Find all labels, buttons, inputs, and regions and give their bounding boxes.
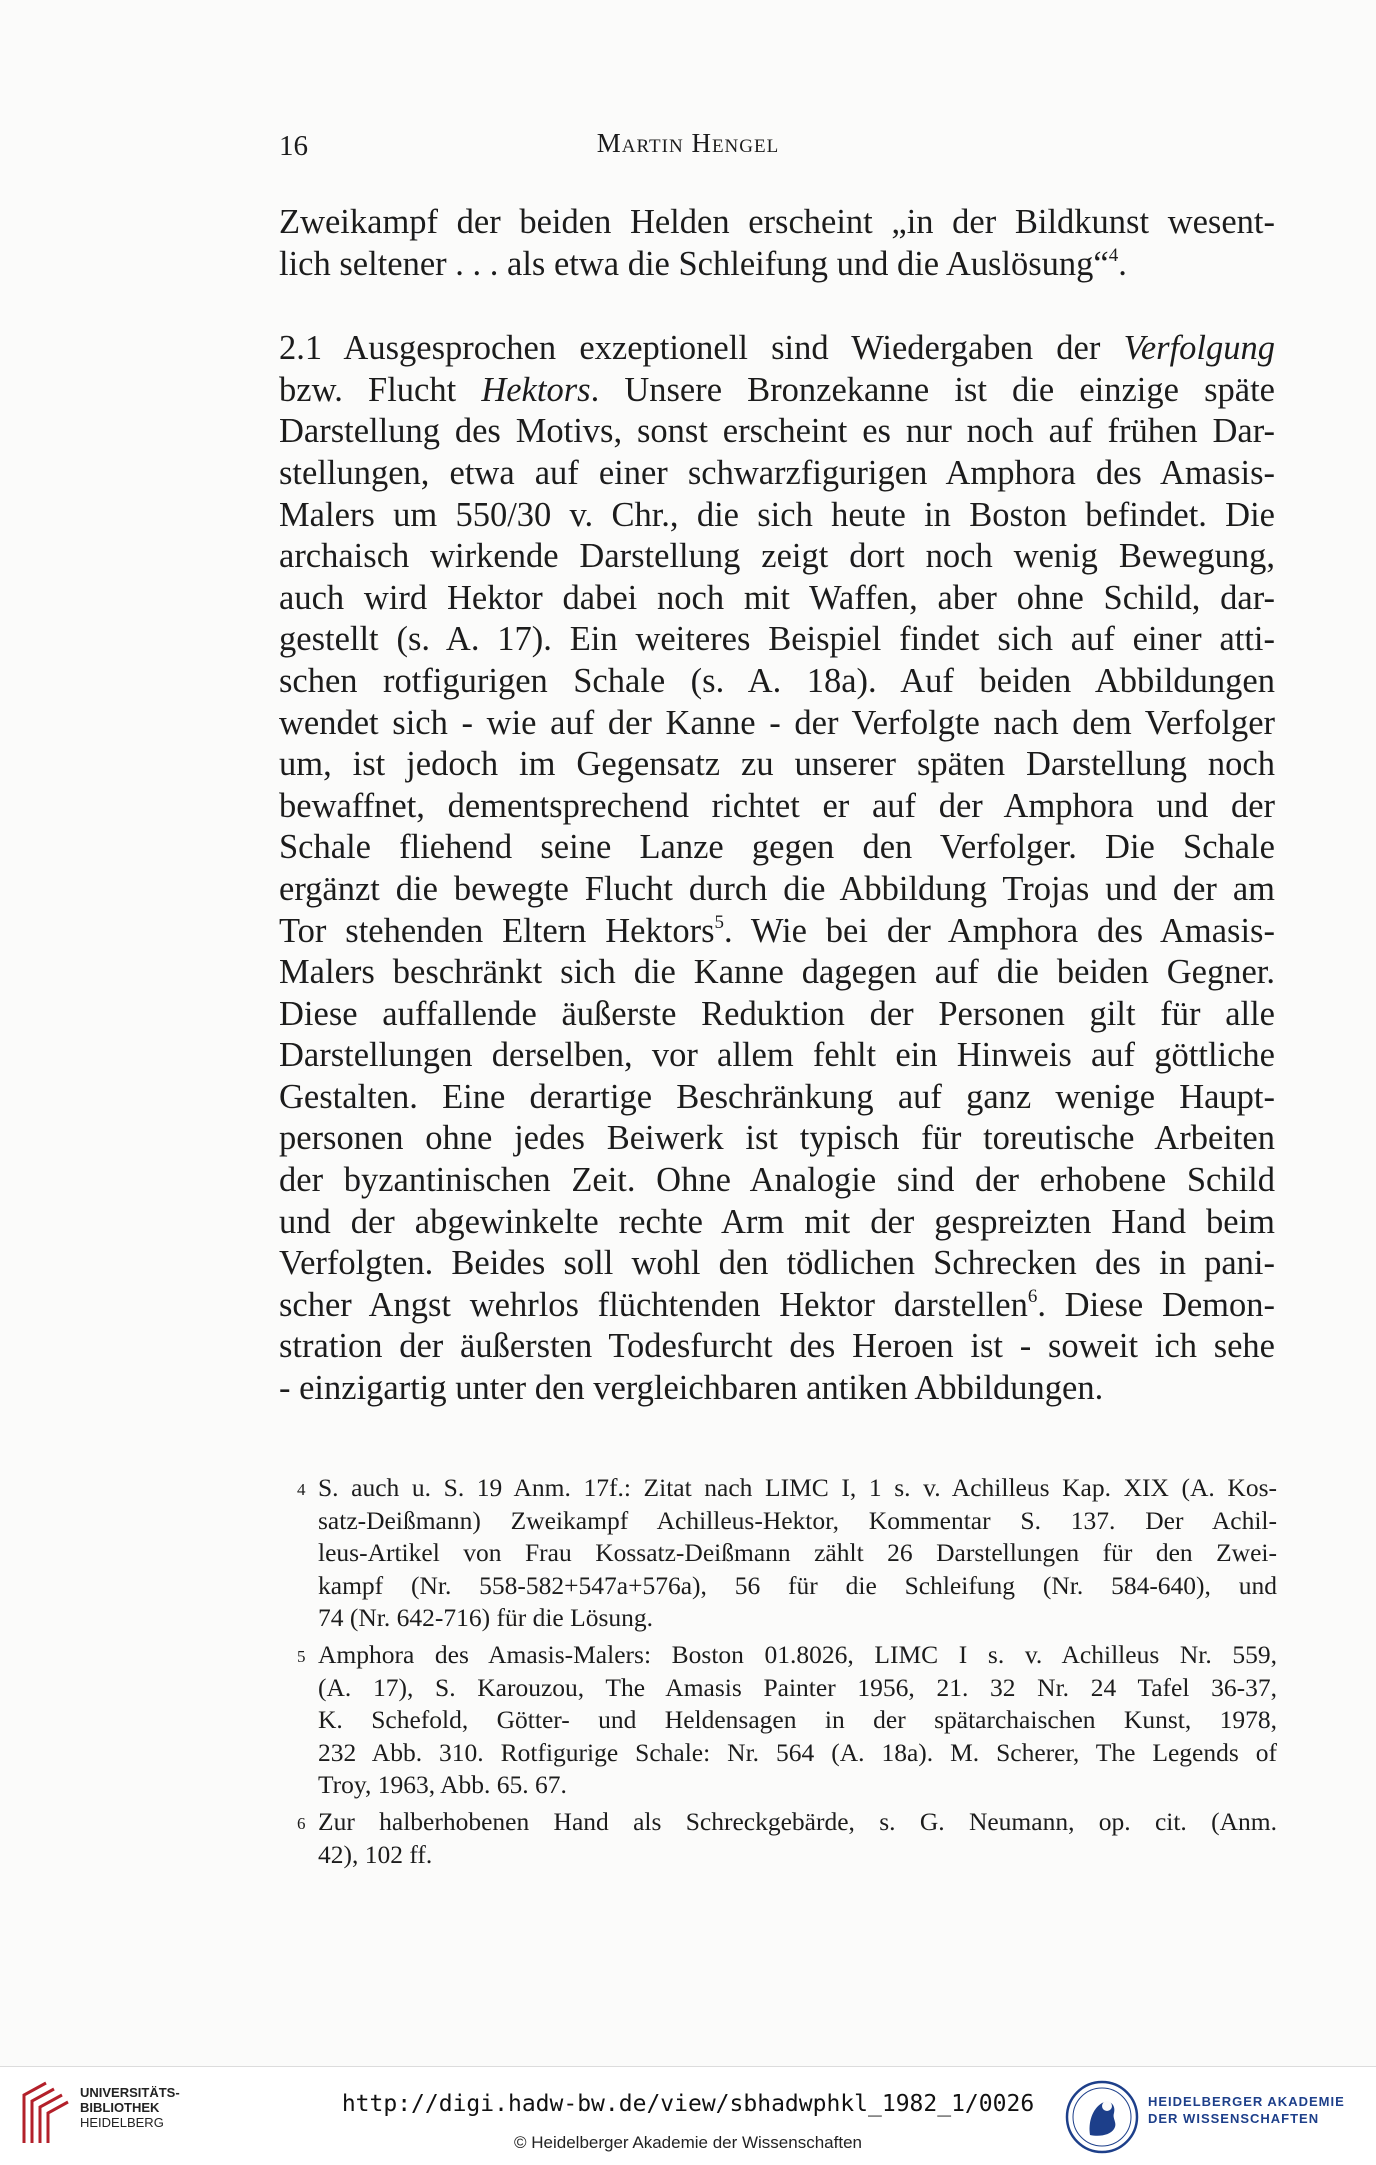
footnote-line: 232 Abb. 310. Rotfigurige Schale: Nr. 564 (A. 18a). M. Scherer, The Legends of bbox=[318, 1737, 1277, 1767]
text-line: Malers um 550/30 v. Chr., die sich heute in Boston befindet. Die bbox=[279, 495, 1275, 534]
copyright-notice: © Heidelberger Akademie der Wissenschaften bbox=[514, 2133, 862, 2152]
text-line: Gestalten. Eine derartige Beschränkung auf ganz wenige Haupt- bbox=[279, 1077, 1275, 1116]
footnote-line: kampf (Nr. 558-582+547a+576a), 56 für die Schleifung (Nr. 584-640), und bbox=[318, 1570, 1277, 1600]
text-line: Tor stehenden Eltern Hektors$^5$. Wie bei der Amphora des Amasis- bbox=[279, 911, 1275, 950]
viewer-footer bbox=[0, 2066, 1376, 2165]
footnote-number: 6 bbox=[297, 1813, 306, 1833]
footnote-line: (A. 17), S. Karouzou, The Amasis Painter 1956, 21. 32 Nr. 24 Tafel 36-37, bbox=[318, 1672, 1277, 1702]
text-line: Verfolgten. Beides soll wohl den tödlichen Schrecken des in pani- bbox=[279, 1244, 1275, 1283]
main-text bbox=[279, 202, 1275, 1410]
text-line: lich seltener . . . als etwa die Schleifung und die Auslösung“$^4$. bbox=[279, 244, 1127, 283]
footnote bbox=[297, 1472, 1277, 1635]
library-name: UNIVERSITÄTS- BIBLIOTHEK HEIDELBERG bbox=[80, 2085, 180, 2130]
footnote-line: Amphora des Amasis-Malers: Boston 01.8026, LIMC I s. v. Achilleus Nr. 559, bbox=[318, 1639, 1277, 1669]
text-line: Darstellung des Motivs, sonst erscheint es nur noch auf frühen Dar- bbox=[279, 412, 1275, 451]
permalink-url[interactable]: http://digi.hadw-bw.de/view/sbhadwphkl_1982_1/0026 bbox=[341, 2091, 1035, 2117]
footnote-line: K. Schefold, Götter- und Heldensagen in der spätarchaischen Kunst, 1978, bbox=[318, 1705, 1277, 1735]
running-head: Martin Hengel bbox=[596, 128, 780, 158]
text-line: Schale fliehend seine Lanze gegen den Verfolger. Die Schale bbox=[279, 828, 1275, 867]
text-line: personen ohne jedes Beiwerk ist typisch für toreutische Arbeiten bbox=[279, 1119, 1275, 1158]
text-line: wendet sich - wie auf der Kanne - der Verfolgte nach dem Verfolger bbox=[279, 703, 1275, 742]
text-line: Diese auffallende äußerste Reduktion der Personen gilt für alle bbox=[279, 994, 1275, 1033]
footnote-line: Zur halberhobenen Hand als Schreckgebärde, s. G. Neumann, op. cit. (Anm. bbox=[318, 1806, 1277, 1836]
text-line: stration der äußersten Todesfurcht des Heroen ist - soweit ich sehe bbox=[279, 1327, 1275, 1366]
footnote-line: 74 (Nr. 642-716) für die Lösung. bbox=[318, 1603, 653, 1633]
footnote-ref[interactable]: 4 bbox=[1108, 244, 1119, 266]
text-line: auch wird Hektor dabei noch mit Waffen, aber ohne Schild, dar- bbox=[279, 578, 1275, 617]
text-line: und der abgewinkelte rechte Arm mit der gespreizten Hand beim bbox=[279, 1202, 1275, 1241]
text-line: scher Angst wehrlos flüchtenden Hektor darstellen$^6$. Diese Demon- bbox=[279, 1285, 1275, 1324]
footnotes bbox=[297, 1472, 1277, 1871]
text-line: bzw. Flucht Hektors. Unsere Bronzekanne ist die einzige späte bbox=[279, 370, 1275, 409]
text-line: ergänzt die bewegte Flucht durch die Abbildung Trojas und der am bbox=[279, 869, 1275, 908]
footnote-line: Troy, 1963, Abb. 65. 67. bbox=[318, 1770, 567, 1800]
footnote bbox=[297, 1806, 1277, 1871]
text-line: 2.1 Ausgesprochen exzeptionell sind Wiedergaben der Verfolgung bbox=[279, 329, 1275, 368]
page-number: 16 bbox=[279, 130, 308, 162]
text-line: Malers beschränkt sich die Kanne dagegen auf die beiden Gegner. bbox=[279, 953, 1275, 992]
text-line: Darstellungen derselben, vor allem fehlt ein Hinweis auf göttliche bbox=[279, 1036, 1275, 1075]
text-line: um, ist jedoch im Gegensatz zu unserer späten Darstellung noch bbox=[279, 745, 1275, 784]
footnote-line: satz-Deißmann) Zweikampf Achilleus-Hektor, Kommentar S. 137. Der Achil- bbox=[318, 1505, 1277, 1535]
footnote-line: 42), 102 ff. bbox=[318, 1839, 433, 1869]
text-line: Zweikampf der beiden Helden erscheint „in der Bildkunst wesent- bbox=[279, 203, 1275, 241]
footnote-ref[interactable]: 6 bbox=[1027, 1285, 1038, 1307]
text-line: gestellt (s. A. 17). Ein weiteres Beispiel findet sich auf einer atti- bbox=[279, 620, 1275, 659]
footnote-number: 4 bbox=[297, 1480, 306, 1499]
footnote-number: 5 bbox=[297, 1646, 306, 1666]
text-line: bewaffnet, dementsprechend richtet er auf der Amphora und der bbox=[279, 786, 1275, 825]
footnote bbox=[297, 1639, 1277, 1802]
academy-seal-icon[interactable] bbox=[1064, 2079, 1140, 2160]
footnote-line: leus-Artikel von Frau Kossatz-Deißmann zählt 26 Darstellungen für den Zwei- bbox=[318, 1538, 1277, 1568]
text-line: archaisch wirkende Darstellung zeigt dort noch wenig Bewegung, bbox=[279, 537, 1275, 576]
text-line: schen rotfigurigen Schale (s. A. 18a). Auf beiden Abbildungen bbox=[279, 661, 1275, 700]
academy-name: HEIDELBERGER AKADEMIE DER WISSENSCHAFTEN bbox=[1148, 2094, 1345, 2126]
footnote-ref[interactable]: 5 bbox=[714, 911, 724, 933]
text-line: - einzigartig unter den vergleichbaren antiken Abbildungen. bbox=[279, 1369, 1104, 1408]
footnote-line: S. auch u. S. 19 Anm. 17f.: Zitat nach LIMC I, 1 s. v. Achilleus Kap. XIX (A. Kos- bbox=[318, 1473, 1277, 1502]
text-line: der byzantinischen Zeit. Ohne Analogie sind der erhobene Schild bbox=[279, 1161, 1275, 1200]
text-line: stellungen, etwa auf einer schwarzfigurigen Amphora des Amasis- bbox=[279, 453, 1275, 492]
